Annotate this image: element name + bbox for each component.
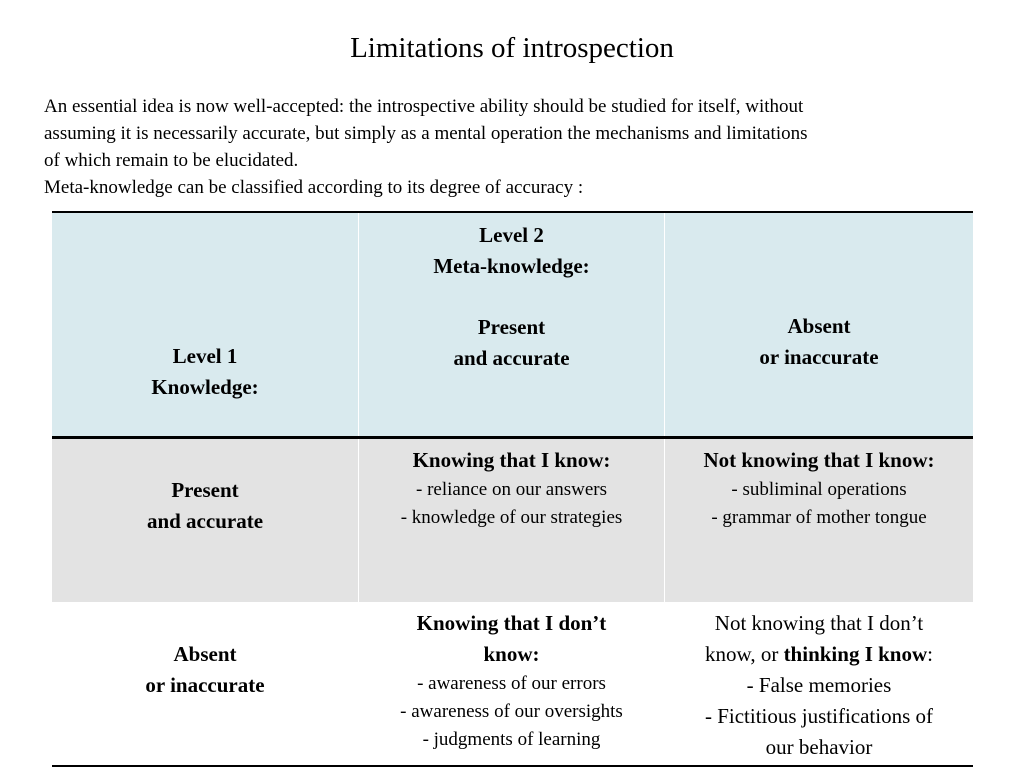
not-knowing-i-know-item: - grammar of mother tongue — [711, 507, 927, 528]
not-knowing-i-dont-know-line2 — [665, 639, 973, 670]
header-absent-cell — [664, 213, 973, 437]
level2-subtitle: Meta-knowledge: — [433, 254, 590, 278]
not-knowing-i-dont-know-item: - False memories — [746, 673, 892, 697]
header-present-cell — [358, 213, 664, 437]
table-bottom-rule — [52, 765, 973, 767]
intro-line: of which remain to be elucidated. — [44, 150, 299, 171]
not-knowing-i-dont-know-item: our behavior — [765, 735, 873, 759]
header-present-sub: and accurate — [453, 346, 570, 370]
line2-colon: : — [927, 642, 933, 666]
knowing-i-dont-know-heading: Knowing that I don’t — [416, 611, 607, 635]
table-row-present — [52, 439, 973, 602]
header-present-label: Present — [477, 315, 546, 339]
intro-line: An essential idea is now well-accepted: the introspective ability should be studied for itself, without — [44, 96, 804, 117]
level1-subtitle: Knowledge: — [151, 375, 259, 399]
not-knowing-i-know-cell — [664, 439, 973, 602]
header-level1-cell — [52, 213, 358, 437]
classification-line: Meta-knowledge can be classified according to its degree of accuracy : — [44, 177, 584, 198]
not-knowing-i-dont-know-cell — [664, 602, 973, 764]
level2-title: Level 2 — [479, 223, 544, 247]
knowing-i-dont-know-heading-cont: know: — [483, 642, 540, 666]
level1-title: Level 1 — [172, 344, 238, 368]
table-header-row — [52, 213, 973, 437]
line2-plain: know, or — [705, 642, 784, 666]
knowing-i-know-item: - knowledge of our strategies — [400, 507, 623, 528]
knowing-i-dont-know-item: - judgments of learning — [422, 729, 601, 750]
table-row-absent — [52, 602, 973, 764]
knowing-i-know-item: - reliance on our answers — [416, 479, 607, 500]
knowing-i-dont-know-cell — [358, 602, 664, 764]
row-present-sublabel: and accurate — [146, 509, 264, 533]
slide-title: Limitations of introspection — [350, 32, 674, 64]
knowing-i-dont-know-item: - awareness of our errors — [417, 673, 606, 694]
not-knowing-i-dont-know-line1: Not knowing that I don’t — [714, 611, 924, 635]
header-absent-sub: or inaccurate — [759, 345, 879, 369]
intro-line: assuming it is necessarily accurate, but simply as a mental operation the mechanisms and limitations — [44, 123, 808, 144]
row-absent-label-cell — [52, 602, 358, 764]
row-present-label-cell — [52, 439, 358, 602]
knowing-i-know-cell — [358, 439, 664, 602]
knowing-i-know-heading: Knowing that I know: — [412, 448, 611, 472]
meta-knowledge-table — [52, 211, 973, 768]
row-absent-sublabel: or inaccurate — [145, 673, 265, 697]
not-knowing-i-know-heading: Not knowing that I know: — [703, 448, 935, 472]
not-knowing-i-know-item: - subliminal operations — [731, 479, 907, 500]
row-present-label: Present — [171, 478, 239, 502]
header-absent-label: Absent — [787, 314, 851, 338]
not-knowing-i-dont-know-item: - Fictitious justifications of — [704, 704, 934, 728]
intro-text — [44, 93, 984, 201]
row-absent-label: Absent — [173, 642, 237, 666]
thinking-i-know-emphasis: thinking I know — [783, 642, 928, 666]
knowing-i-dont-know-item: - awareness of our oversights — [400, 701, 623, 722]
